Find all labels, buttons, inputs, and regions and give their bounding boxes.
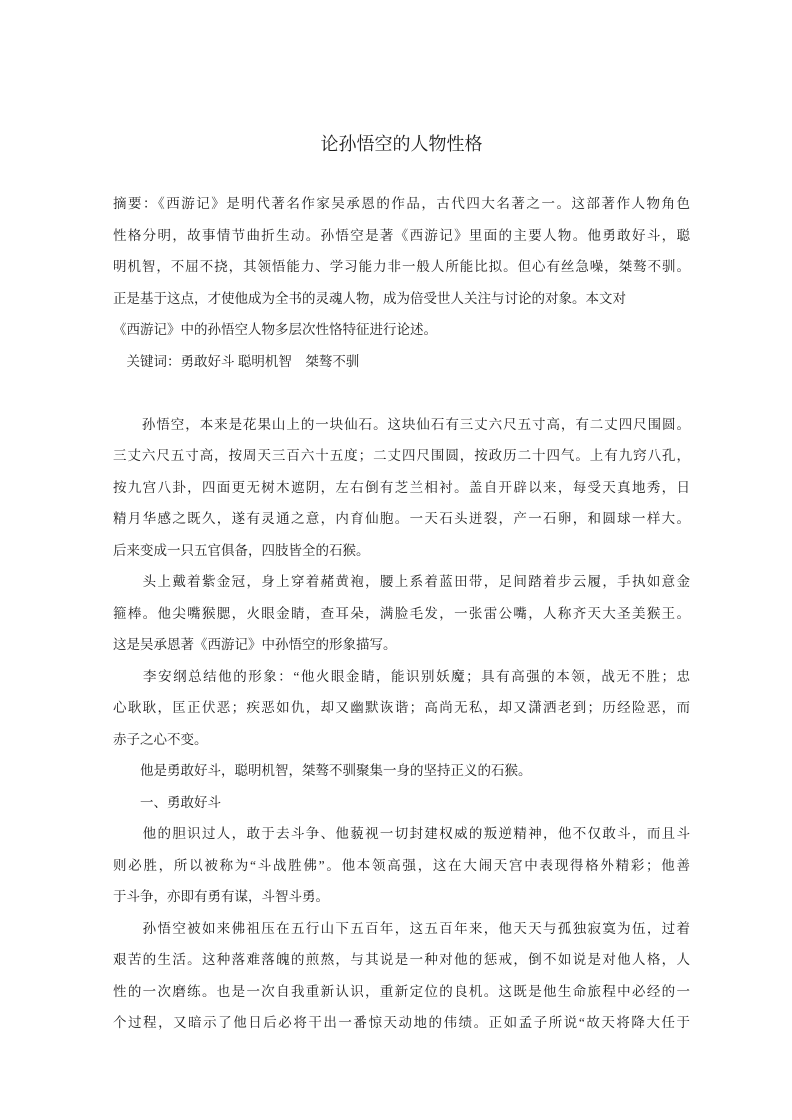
paragraph-appearance: [113, 566, 690, 661]
blank-line-spacer: [113, 377, 690, 409]
paragraph-stone-origin: [113, 409, 690, 567]
section-heading-brave-fighting: [113, 787, 690, 819]
text-line: 则必胜，所以被称为“斗战胜佛”。他本领高强，这在大闹天宫中表现得格外精彩；他善: [113, 857, 690, 873]
text-line: 他是勇敢好斗，聪明机智，桀骜不驯聚集一身的坚持正义的石猴。: [113, 763, 532, 778]
text-line: 这是吴承恩著《西游记》中孙悟空的形象描写。: [113, 637, 397, 652]
text-line: 按九宫八卦，四面更无树木遮阴，左右倒有芝兰相衬。盖自开辟以来，每受天真地秀，日: [113, 479, 690, 495]
paragraph-five-hundred-years: [113, 913, 690, 1039]
text-line: 性格分明，故事情节曲折生动。孙悟空是著《西游记》里面的主要人物。他勇敢好斗，聪: [113, 227, 690, 243]
text-line: 关键词：勇敢好斗 聪明机智 桀骜不驯: [113, 353, 360, 369]
paragraph-character-summary: [113, 755, 690, 787]
document-text-area: [113, 0, 690, 1039]
text-line: 个过程，又暗示了他日后必将干出一番惊天动地的伟绩。正如孟子所说“故天将降大任于: [113, 1015, 690, 1030]
text-line: 箍棒。他尖嘴猴腮，火眼金睛，查耳朵，满脸毛发，一张雷公嘴，人称齐天大圣美猴王。: [113, 605, 690, 621]
text-line: 一、勇敢好斗: [113, 794, 221, 810]
text-line: 孙悟空，本来是花果山上的一块仙石。这块仙石有三丈六尺五寸高，有二丈四尺围圆。: [113, 416, 690, 432]
keywords-line: [113, 346, 690, 378]
document-title: 论孙悟空的人物性格: [320, 134, 483, 154]
text-line: 艰苦的生活。这种落难落魄的煎熬，与其说是一种对他的惩戒，倒不如说是对他人格，人: [113, 952, 690, 967]
text-line: 正是基于这点，才使他成为全书的灵魂人物，成为倍受世人关注与讨论的对象。本文对: [113, 290, 626, 306]
text-line: 心耿耿，匡正伏恶；疾恶如仇，却又幽默诙谐；高尚无私，却又潇洒老到；历经险恶，而: [113, 700, 690, 715]
text-line: 《西游记》中的孙悟空人物多层次性恪特征进行论述。: [113, 322, 437, 337]
text-line: 精月华感之既久，遂有灵通之意，内育仙胞。一天石头迸裂，产一石卵，和圆球一样大。: [113, 511, 690, 526]
paragraph-li-angang-summary: [113, 661, 690, 756]
paragraph-fighting-spirit: [113, 818, 690, 913]
text-line: 孙悟空被如来佛祖压在五行山下五百年，这五百年来，他天天与孤独寂寞为伍，过着: [113, 920, 690, 936]
text-line: 后来变成一只五官俱备，四肢皆全的石猴。: [113, 542, 370, 558]
text-line: 摘要：《西游记》是明代著名作家吴承恩的作品，古代四大名著之一。这部著作人物角色: [113, 196, 690, 211]
text-line: 于斗争，亦即有勇有谋，斗智斗勇。: [113, 889, 329, 904]
text-line: 李安纲总结他的形象：“他火眼金睛，能识别妖魔；具有高强的本领，战无不胜；忠: [113, 668, 690, 684]
text-line: 头上戴着紫金冠，身上穿着赭黄袍，腰上系着蓝田带，足间踏着步云履，手执如意金: [113, 574, 690, 589]
abstract-paragraph: [113, 188, 690, 346]
text-line: 赤子之心不变。: [113, 731, 208, 747]
text-line: 明机智，不屈不挠，其领悟能力、学习能力非一般人所能比拟。但心有丝急噪，桀骜不驯。: [113, 259, 690, 274]
text-line: 他的胆识过人，敢于去斗争、他藐视一切封建权威的叛逆精神，他不仅敢斗，而且斗: [113, 826, 690, 841]
text-line: 性的一次磨练。也是一次自我重新认识，重新定位的良机。这既是他生命旅程中必经的一: [113, 983, 690, 999]
text-line: 三丈六尺五寸高，按周天三百六十五度；二丈四尺围圆，按政历二十四气。上有九窍八孔，: [113, 448, 690, 463]
